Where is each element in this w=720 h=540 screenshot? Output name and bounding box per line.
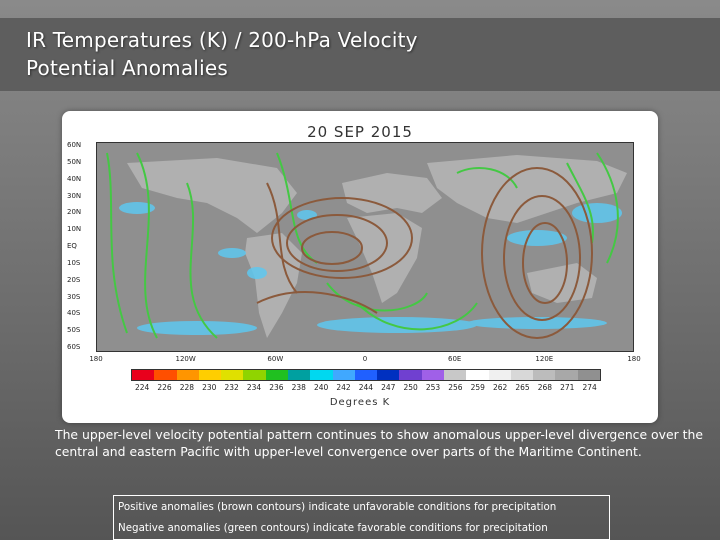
colorbar-value: 253	[425, 383, 441, 392]
lat-label: 60S	[67, 343, 81, 351]
colorbar-swatch	[555, 370, 577, 380]
colorbar-value: 268	[537, 383, 553, 392]
colorbar-title: Degrees K	[329, 397, 391, 408]
lat-label: 50N	[67, 157, 82, 166]
colorbar-swatch	[578, 370, 600, 380]
colorbar-value: 265	[515, 383, 530, 392]
lat-label: 50S	[67, 326, 81, 335]
lon-label: 180	[627, 355, 641, 363]
colorbar-swatch	[154, 370, 176, 380]
colorbar-value: 247	[381, 383, 396, 392]
lon-label: 120W	[175, 355, 196, 363]
colorbar-value: 228	[179, 383, 195, 392]
colorbar	[131, 369, 601, 381]
colorbar-swatch	[444, 370, 466, 380]
figure-card	[62, 111, 658, 423]
colorbar-value: 262	[493, 383, 508, 392]
slide-title-line-1: IR Temperatures (K) / 200-hPa Velocity	[26, 28, 418, 52]
colorbar-swatch	[132, 370, 154, 380]
colorbar-swatch	[221, 370, 243, 380]
colorbar-value: 240	[314, 383, 329, 392]
colorbar-value: 232	[224, 383, 239, 392]
legend-note-box	[113, 495, 610, 540]
colorbar-swatch	[243, 370, 265, 380]
colorbar-swatch	[199, 370, 221, 380]
note-negative-anomalies: Negative anomalies (green contours) indicate favorable conditions for precipitation	[118, 522, 548, 534]
anomaly-map	[96, 142, 634, 352]
lat-label: 10S	[67, 258, 81, 267]
colorbar-swatch	[177, 370, 199, 380]
title-bar	[0, 18, 720, 91]
figure-date: 20 SEP 2015	[307, 123, 413, 141]
colorbar-value: 242	[336, 383, 351, 392]
colorbar-value: 274	[582, 383, 597, 392]
lat-label: 20S	[67, 275, 81, 284]
colorbar-swatch	[489, 370, 511, 380]
lat-label: 30N	[67, 191, 82, 200]
colorbar-swatch	[533, 370, 555, 380]
lat-label: 30S	[67, 292, 81, 301]
map-svg	[97, 143, 634, 352]
lat-label: 40N	[67, 174, 82, 183]
lon-label: 0	[362, 355, 368, 363]
colorbar-swatch	[399, 370, 421, 380]
lat-label: 10N	[67, 225, 82, 234]
colorbar-labels	[131, 383, 601, 395]
colorbar-value: 234	[246, 383, 262, 392]
lat-label: 40S	[67, 309, 81, 318]
lat-label: EQ	[67, 242, 77, 250]
colorbar-value: 259	[470, 383, 485, 392]
slide-title-line-2: Potential Anomalies	[26, 56, 228, 80]
colorbar-value: 244	[358, 383, 374, 392]
colorbar-value: 226	[157, 383, 172, 392]
lon-label: 180	[89, 355, 103, 363]
colorbar-value: 250	[403, 383, 418, 392]
colorbar-value: 238	[291, 383, 306, 392]
colorbar-swatch	[333, 370, 355, 380]
colorbar-swatch	[511, 370, 533, 380]
colorbar-swatch	[266, 370, 288, 380]
colorbar-value: 271	[560, 383, 575, 392]
colorbar-swatch	[355, 370, 377, 380]
colorbar-swatch	[466, 370, 488, 380]
colorbar-value: 230	[202, 383, 217, 392]
colorbar-swatch	[377, 370, 399, 380]
colorbar-swatch	[288, 370, 310, 380]
note-positive-anomalies: Positive anomalies (brown contours) indicate unfavorable conditions for precipitation	[118, 501, 557, 513]
colorbar-value: 224	[135, 383, 150, 392]
lat-label: 20N	[67, 208, 82, 217]
lon-label: 120E	[535, 355, 554, 363]
colorbar-value: 236	[269, 383, 284, 392]
colorbar-swatch	[310, 370, 332, 380]
lon-label: 60E	[447, 355, 462, 363]
description-text: The upper-level velocity potential pattern continues to show anomalous upper-level divergence over the central and eastern Pacific with upper-level convergence over parts of the Maritime Continent.	[55, 427, 703, 459]
lon-label: 60W	[267, 355, 284, 363]
colorbar-value: 256	[448, 383, 463, 392]
lat-label: 60N	[67, 141, 82, 149]
colorbar-swatch	[422, 370, 444, 380]
